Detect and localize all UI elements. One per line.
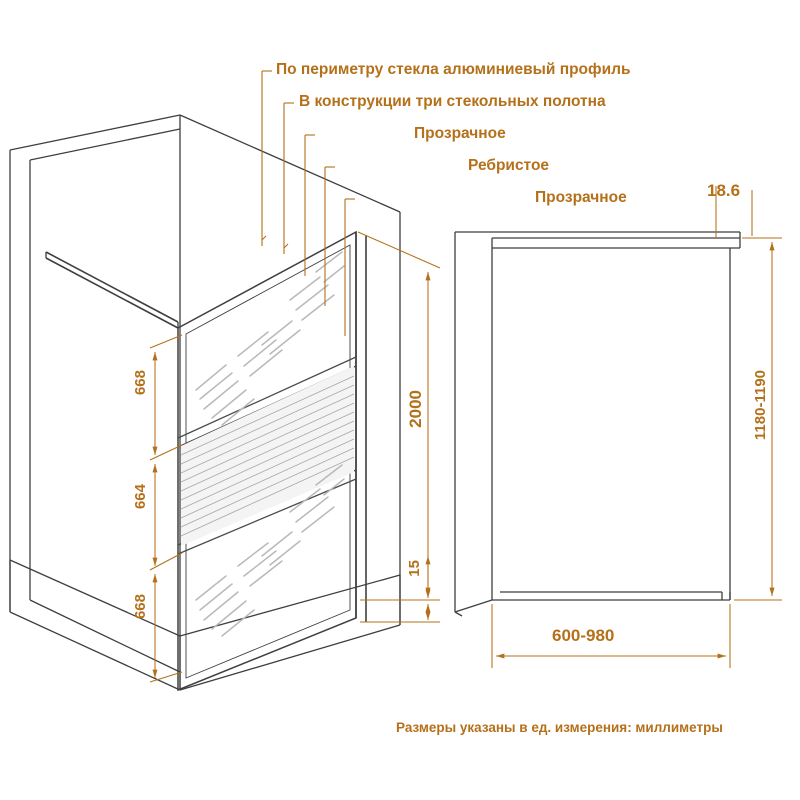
dim-668-bottom: 668	[132, 594, 149, 620]
height-dimensions	[358, 232, 440, 622]
plan-view	[455, 232, 740, 616]
dim-1180-1190: 1180-1190	[752, 370, 769, 441]
callout-transparent-top: Прозрачное	[414, 125, 506, 142]
callout-aluminum-profile: По периметру стекла алюминиевый профиль	[276, 61, 631, 78]
callout-three-panels: В конструкции три стекольных полотна	[299, 93, 606, 110]
dim-18-6: 18.6	[707, 181, 741, 200]
callout-transparent-bottom: Прозрачное	[535, 189, 627, 206]
units-footnote: Размеры указаны в ед. измерения: миллиметры	[396, 720, 723, 735]
dim-600-980: 600-980	[552, 626, 615, 645]
dim-664: 664	[132, 484, 149, 510]
dim-2000: 2000	[406, 390, 425, 428]
dim-668-top: 668	[132, 370, 149, 396]
dim-15: 15	[406, 560, 423, 577]
callout-ribbed: Ребристое	[468, 157, 550, 174]
plan-dimensions	[492, 186, 782, 668]
